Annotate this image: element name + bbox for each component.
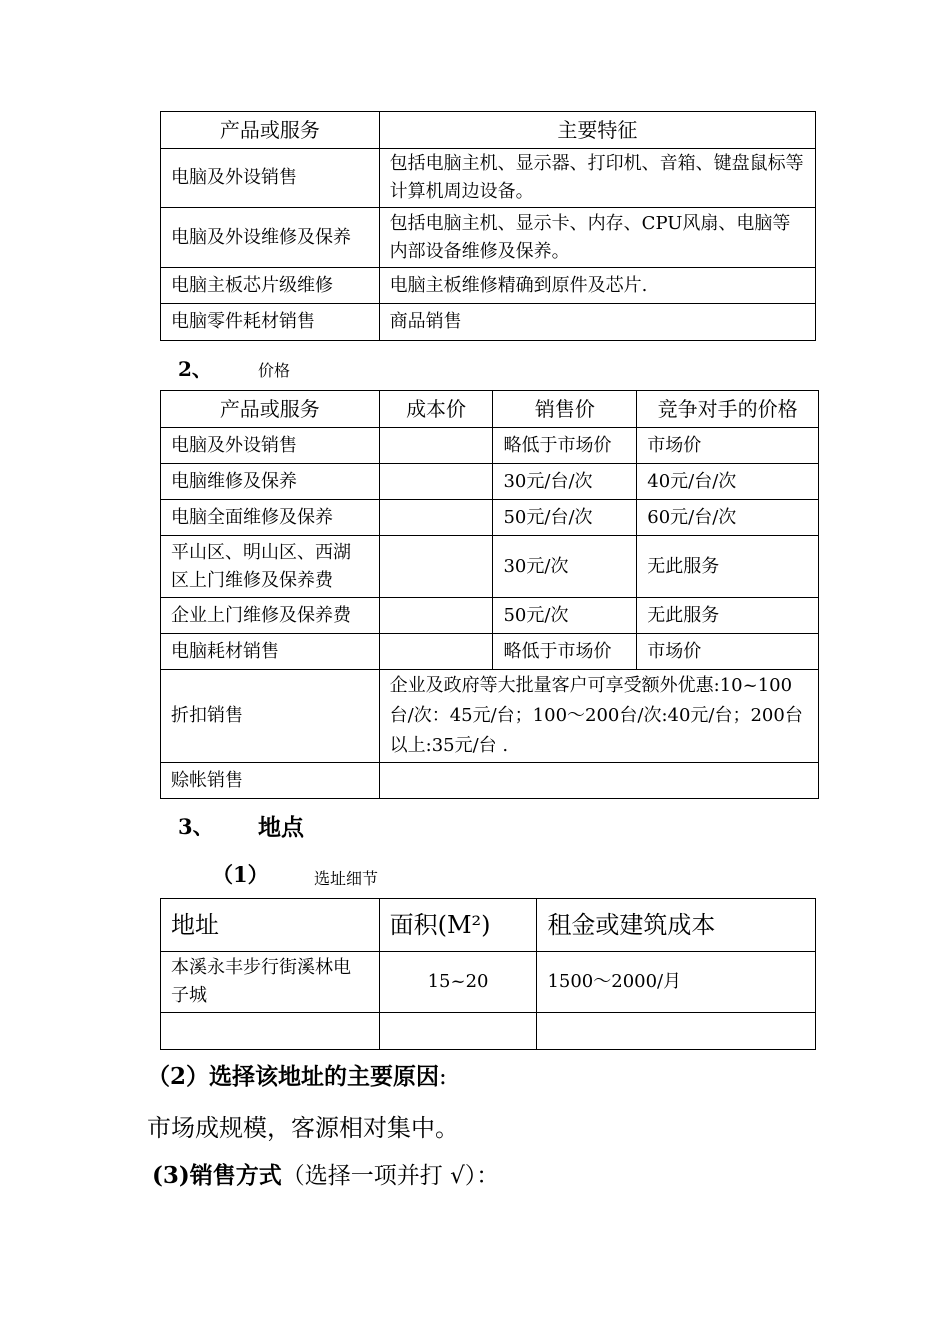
cost-cell	[379, 536, 493, 598]
sale-price-cell: 50元/次	[493, 598, 637, 634]
table-row	[161, 500, 819, 536]
table-row	[161, 464, 819, 500]
column-header: 租金或建筑成本	[537, 899, 816, 952]
area-cell	[379, 1013, 537, 1050]
product-cell: 电脑全面维修及保养	[161, 500, 380, 536]
column-header: 销售价	[493, 391, 637, 428]
cost-cell	[379, 464, 493, 500]
product-cell: 电脑及外设销售	[161, 149, 380, 208]
cost-cell	[379, 428, 493, 464]
column-header: 面积(M²)	[379, 899, 537, 952]
table-row	[161, 304, 816, 341]
competitor-price-cell: 40元/台/次	[637, 464, 819, 500]
credit-text-cell	[379, 763, 818, 799]
sale-price-cell: 30元/台/次	[493, 464, 637, 500]
sub2-heading-line	[147, 1058, 447, 1091]
rent-cell	[537, 1013, 816, 1050]
section2-title: 价格	[258, 361, 291, 380]
sub1-number: （1）	[212, 862, 269, 887]
feature-cell: 商品销售	[379, 304, 815, 341]
price-header-row	[161, 391, 819, 428]
section3-number: 3、	[178, 814, 214, 839]
product-cell: 电脑及外设销售	[161, 428, 380, 464]
product-cell: 电脑维修及保养	[161, 464, 380, 500]
feature-cell: 电脑主板维修精确到原件及芯片.	[379, 268, 815, 304]
section3-title: 地点	[258, 814, 304, 841]
cost-cell	[379, 500, 493, 536]
table-row	[161, 428, 819, 464]
table-row	[161, 670, 819, 763]
table-row	[161, 952, 816, 1013]
section2-number: 2、	[178, 357, 212, 381]
sub1-title: 选址细节	[314, 869, 379, 888]
address-cell	[161, 1013, 380, 1050]
sale-price-cell: 略低于市场价	[493, 634, 637, 670]
column-header: 主要特征	[379, 112, 815, 149]
table-row	[161, 149, 816, 208]
features-table	[160, 111, 816, 341]
address-cell: 本溪永丰步行街溪林电子城	[161, 952, 380, 1013]
discount-text-cell: 企业及政府等大批量客户可享受额外优惠:10~100台/次：45元/台；100～200台/次:40元/台；200台以上:35元/台 .	[379, 670, 818, 763]
features-header-row	[161, 112, 816, 149]
rent-cell: 1500～2000/月	[537, 952, 816, 1013]
sale-price-cell: 50元/台/次	[493, 500, 637, 536]
product-cell: 电脑耗材销售	[161, 634, 380, 670]
table-row	[161, 536, 819, 598]
sub3-instruction: （选择一项并打 √）：	[281, 1163, 500, 1189]
sub2-heading: （2）选择该地址的主要原因	[147, 1063, 440, 1090]
table-row	[161, 268, 816, 304]
discount-label-cell: 折扣销售	[161, 670, 380, 763]
column-header: 地址	[161, 899, 380, 952]
sub3-heading-line	[152, 1157, 499, 1190]
price-table	[160, 390, 819, 799]
column-header: 产品或服务	[161, 391, 380, 428]
credit-label-cell: 赊帐销售	[161, 763, 380, 799]
location-table	[160, 898, 816, 1050]
table-row	[161, 763, 819, 799]
column-header: 竞争对手的价格	[637, 391, 819, 428]
product-cell: 平山区、明山区、西湖区上门维修及保养费	[161, 536, 380, 598]
sub2-colon: :	[439, 1064, 447, 1090]
sale-price-cell: 30元/次	[493, 536, 637, 598]
sub3-heading: (3)销售方式	[152, 1162, 282, 1189]
reason-text: 市场成规模，客源相对集中。	[147, 1114, 459, 1142]
sale-price-cell: 略低于市场价	[493, 428, 637, 464]
feature-cell: 包括电脑主机、显示器、打印机、音箱、键盘鼠标等计算机周边设备。	[379, 149, 815, 208]
feature-cell: 包括电脑主机、显示卡、内存、CPU风扇、电脑等内部设备维修及保养。	[379, 208, 815, 268]
competitor-price-cell: 无此服务	[637, 536, 819, 598]
table-row	[161, 208, 816, 268]
area-cell: 15~20	[379, 952, 537, 1013]
product-cell: 企业上门维修及保养费	[161, 598, 380, 634]
table-row	[161, 598, 819, 634]
competitor-price-cell: 市场价	[637, 428, 819, 464]
column-header: 成本价	[379, 391, 493, 428]
competitor-price-cell: 无此服务	[637, 598, 819, 634]
product-cell: 电脑及外设维修及保养	[161, 208, 380, 268]
column-header: 产品或服务	[161, 112, 380, 149]
product-cell: 电脑零件耗材销售	[161, 304, 380, 341]
competitor-price-cell: 市场价	[637, 634, 819, 670]
table-row	[161, 1013, 816, 1050]
cost-cell	[379, 634, 493, 670]
table-row	[161, 634, 819, 670]
product-cell: 电脑主板芯片级维修	[161, 268, 380, 304]
competitor-price-cell: 60元/台/次	[637, 500, 819, 536]
cost-cell	[379, 598, 493, 634]
location-header-row	[161, 899, 816, 952]
